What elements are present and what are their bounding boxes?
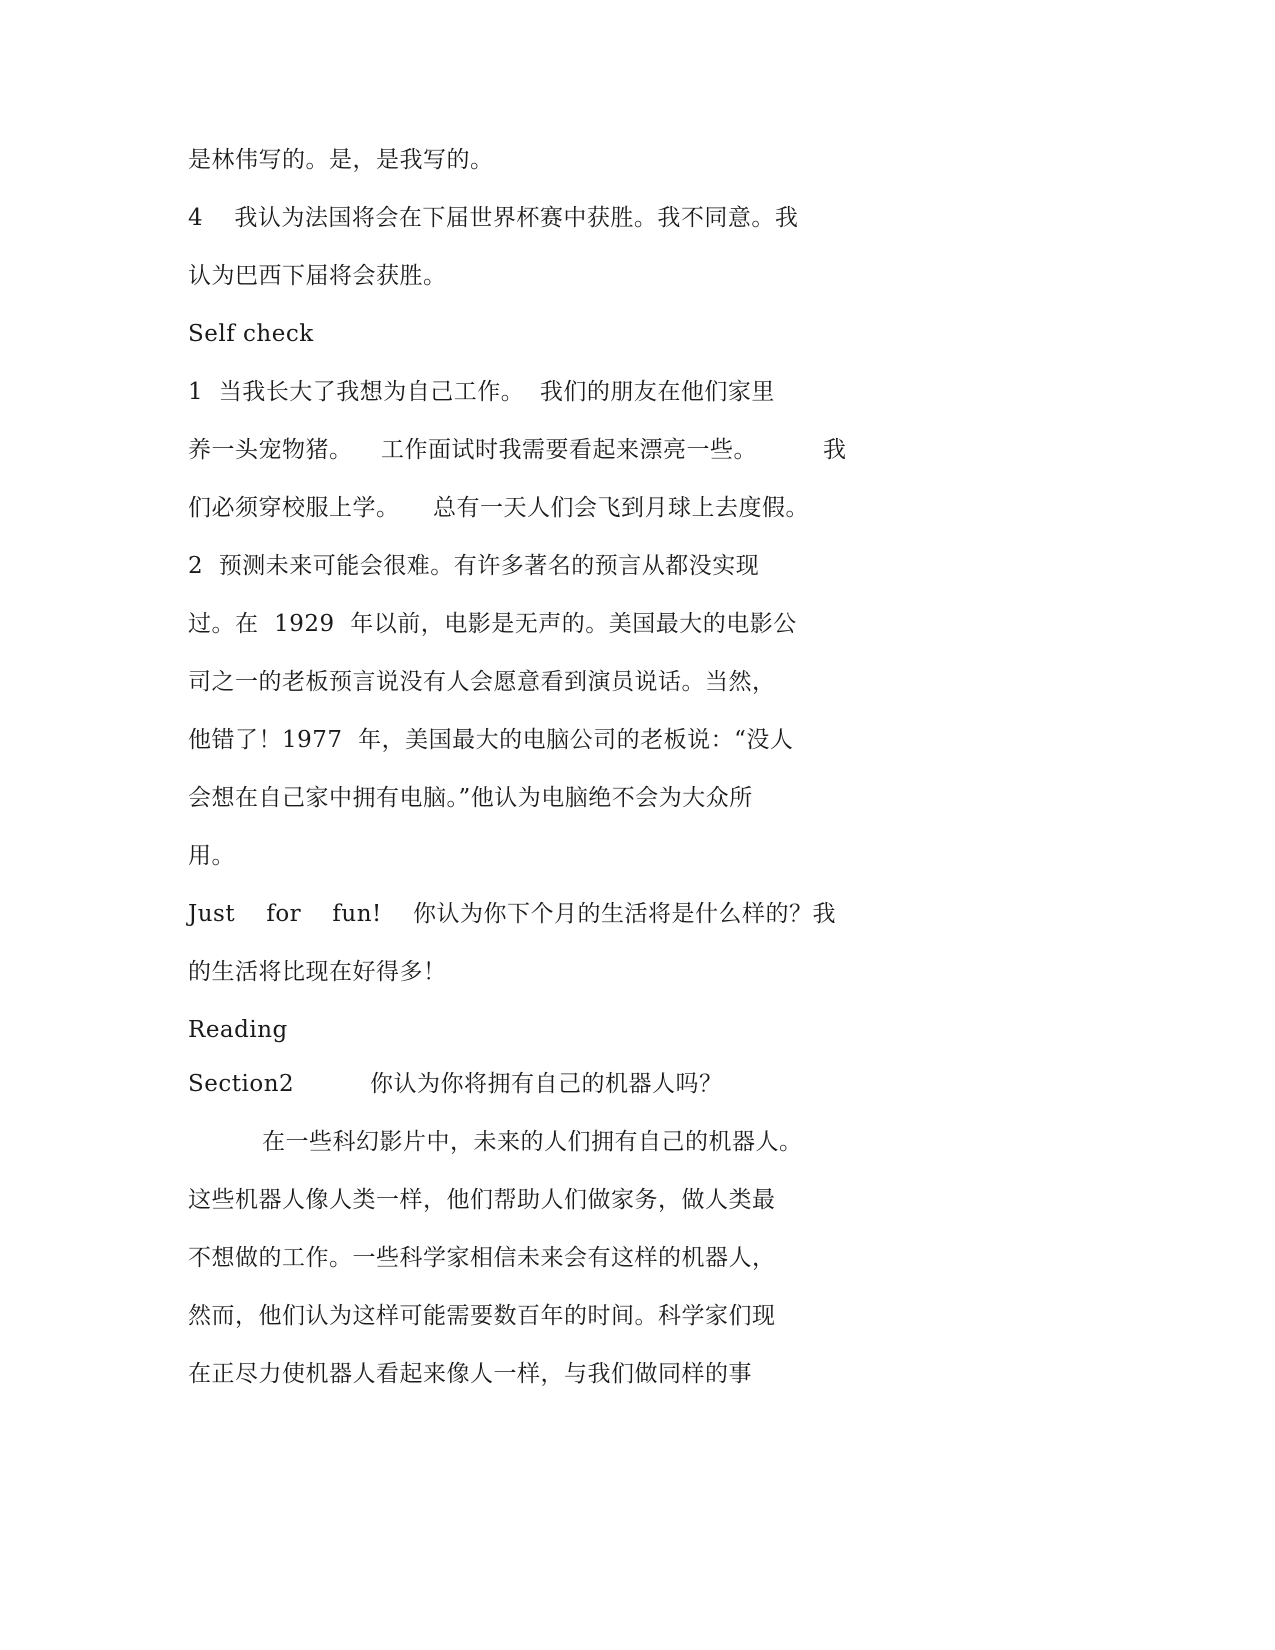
text-line: 在正尽力使机器人看起来像人一样，与我们做同样的事 [188,1361,752,1387]
text-segment: 们必须穿校服上学。 [188,495,400,521]
text-line: 的生活将比现在好得多！ [188,959,447,985]
section-heading: Self check [188,321,314,347]
text-line: 4 我认为法国将会在下届世界杯赛中获胜。我不同意。我 [188,205,799,231]
text-segment: 我 [823,437,847,463]
text-line: 然而，他们认为这样可能需要数百年的时间。科学家们现 [188,1303,776,1329]
text-line: Just for fun! 你认为你下个月的生活将是什么样的？我 [188,901,837,927]
text-segment: 养一头宠物猪。 [188,437,353,463]
text-line: 用。 [188,843,235,869]
text-line [188,493,868,523]
text-line: 2 预测未来可能会很难。有许多著名的预言从都没实现 [188,553,760,579]
text-line: 会想在自己家中拥有电脑。”他认为电脑绝不会为大众所 [188,785,753,811]
paragraph-first-line: 在一些科幻影片中，未来的人们拥有自己的机器人。 [262,1129,803,1155]
text-line [188,435,868,465]
text-segment: 总有一天人们会飞到月球上去度假。 [433,495,809,521]
section-title: 你认为你将拥有自己的机器人吗？ [370,1071,723,1097]
text-line: 不想做的工作。一些科学家相信未来会有这样的机器人， [188,1245,776,1271]
text-line [188,1069,868,1099]
text-segment: 工作面试时我需要看起来漂亮一些。 [381,437,757,463]
text-line: 过。在 1929 年以前，电影是无声的。美国最大的电影公 [188,611,797,637]
text-line: 是林伟写的。是，是我写的。 [188,147,494,173]
section-label: Section2 [188,1071,295,1097]
text-line: 1 当我长大了我想为自己工作。 我们的朋友在他们家里 [188,379,775,405]
text-line: 他错了！1977 年，美国最大的电脑公司的老板说：“没人 [188,727,794,753]
text-line: 认为巴西下届将会获胜。 [188,263,447,289]
text-line: 司之一的老板预言说没有人会愿意看到演员说话。当然， [188,669,776,695]
text-line: 这些机器人像人类一样，他们帮助人们做家务，做人类最 [188,1187,776,1213]
section-heading: Reading [188,1017,288,1043]
